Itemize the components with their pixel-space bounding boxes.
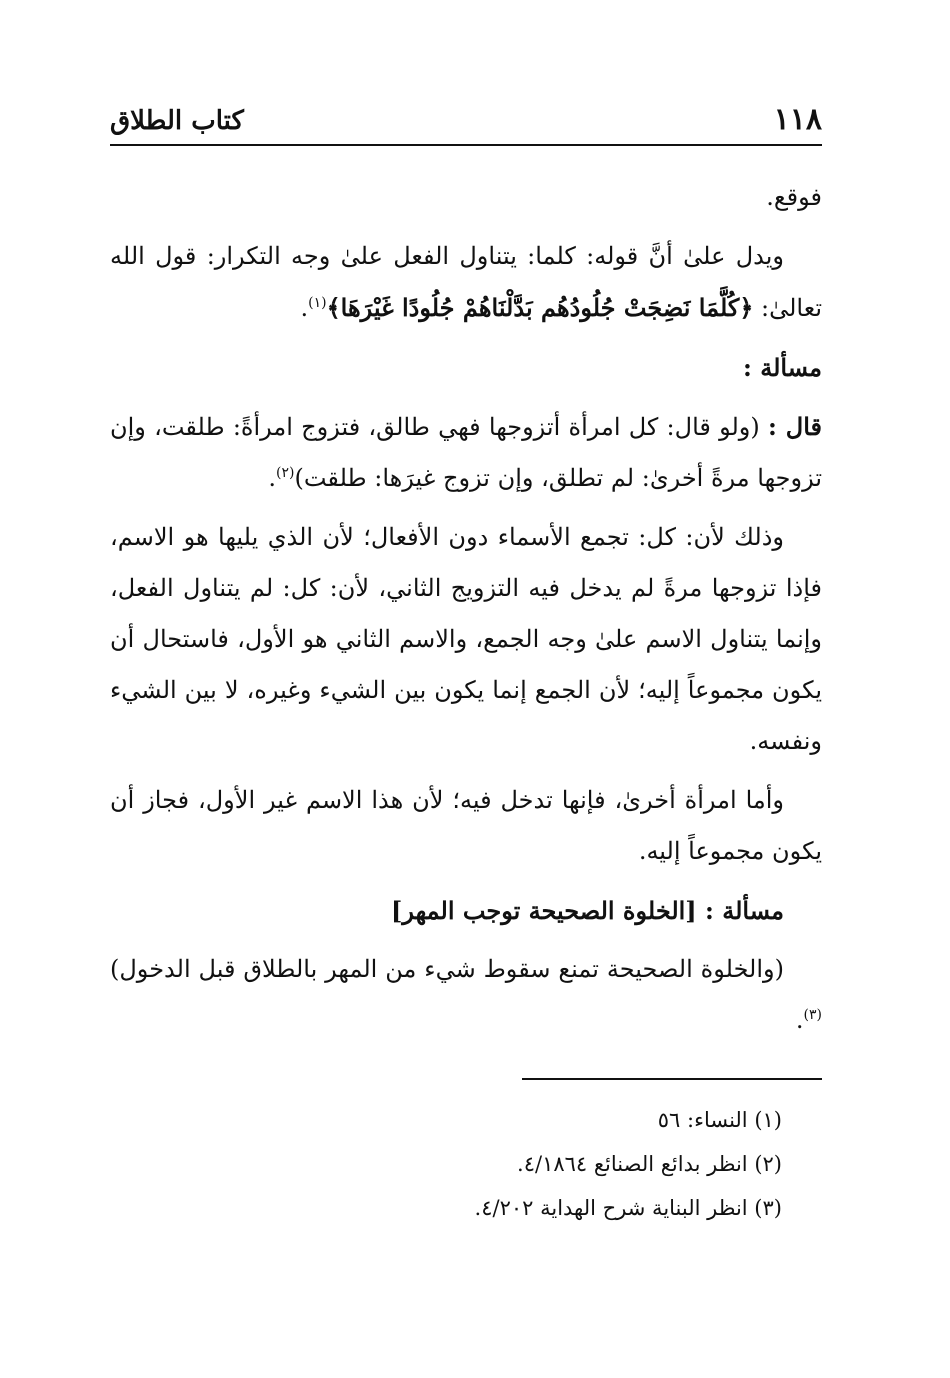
qala-label: قال : bbox=[767, 412, 822, 441]
paragraph-4: وذلك لأن: كل: تجمع الأسماء دون الأفعال؛ لأن الذي يليها هو الاسم، فإذا تزوجها مرةً لم يدخل فيه التزويج الثاني، لأن: كل: لم يتناول الفعل، وإنما يتناول الاسم علىٰ وجه الجمع، والاسم الثاني هو الأول، فاستحال أن يكون مجموعاً إليه؛ لأن الجمع إنما يكون بين الشيء وغيره، لا بين الشيء ونفسه. bbox=[110, 523, 822, 755]
footnote-2: (٢) انظر بدائع الصنائع ٤/١٨٦٤. bbox=[517, 1152, 782, 1176]
paragraph-6 bbox=[110, 944, 822, 1046]
paragraph-3-end: . bbox=[268, 464, 277, 492]
page-number: ١١٨ bbox=[773, 102, 822, 137]
paragraph-2-end: . bbox=[300, 294, 309, 322]
paragraph-2 bbox=[110, 231, 822, 334]
footnote-3: (٣) انظر البناية شرح الهداية ٤/٢٠٢. bbox=[474, 1196, 782, 1220]
paragraph-1: فوقع. bbox=[766, 183, 822, 211]
page-header bbox=[110, 100, 822, 146]
footnote-ref-2: (٢) bbox=[276, 465, 295, 481]
paragraph-3-text: (ولو قال: كل امرأة أتزوجها فهي طالق، فتزوج امرأةً: طلقت، وإن تزوجها مرةً أخرىٰ: لم تطلق، وإن تزوج غيرَها: طلقت) bbox=[110, 413, 822, 492]
paragraph-5: وأما امرأة أخرىٰ، فإنها تدخل فيه؛ لأن هذا الاسم غير الأول، فجاز أن يكون مجموعاً إليه. bbox=[110, 786, 822, 865]
paragraph-2-text: ويدل علىٰ أنَّ قوله: كلما: يتناول الفعل علىٰ وجه التكرار: قول الله تعالىٰ: bbox=[110, 242, 822, 322]
paragraph-6-end: . bbox=[795, 1006, 804, 1034]
running-title: كتاب الطلاق bbox=[110, 106, 244, 136]
book-page bbox=[110, 0, 822, 1378]
footnotes bbox=[110, 1098, 782, 1230]
quran-verse: ﴿كُلَّمَا نَضِجَتْ جُلُودُهُم بَدَّلْنَاهُمْ جُلُودًا غَيْرَهَا﴾ bbox=[326, 293, 754, 322]
masala-heading-2: مسألة : [الخلوة الصحيحة توجب المهر] bbox=[390, 896, 784, 925]
footnote-1: (١) النساء: ٥٦ bbox=[657, 1108, 782, 1132]
footnote-separator bbox=[522, 1078, 822, 1080]
footnote-ref-1: (١) bbox=[308, 295, 327, 311]
masala-heading-1: مسألة : bbox=[743, 353, 822, 382]
main-text bbox=[110, 172, 822, 1054]
paragraph-3 bbox=[110, 401, 822, 504]
paragraph-6-text: (والخلوة الصحيحة تمنع سقوط شيء من المهر بالطلاق قبل الدخول) bbox=[110, 955, 784, 983]
footnote-ref-3: (٣) bbox=[803, 1007, 822, 1023]
